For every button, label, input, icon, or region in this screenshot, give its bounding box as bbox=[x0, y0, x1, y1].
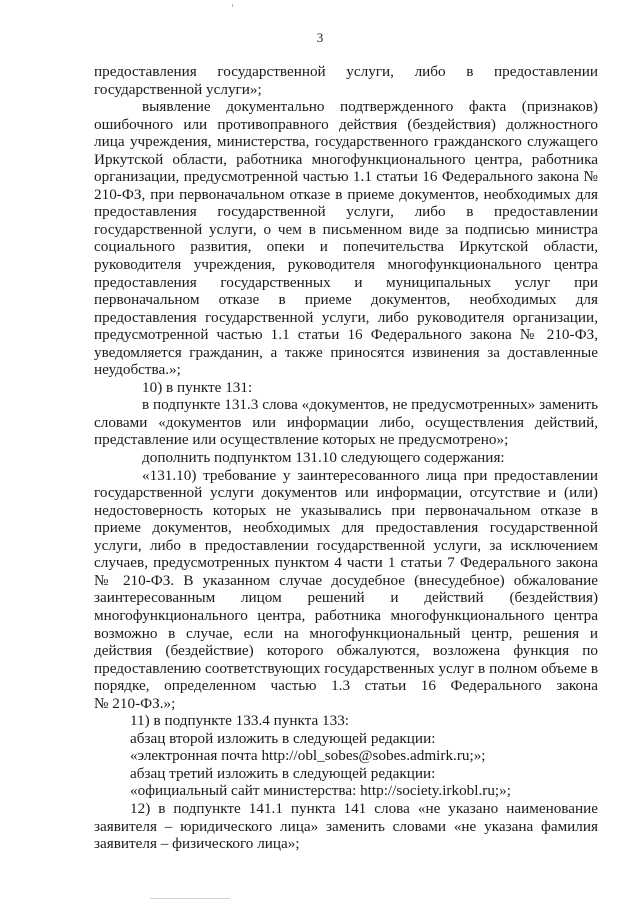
text-line: порядке, определенном частью 1.3 статьи 16 Федерального закона bbox=[94, 677, 598, 695]
text-line: услуги, либо в предоставлении государственной услуги, за исключением bbox=[94, 536, 598, 554]
text-line: предоставления государственной услуги, либо в предоставлении bbox=[94, 203, 598, 221]
text-line: заявителя – физического лица»; bbox=[94, 835, 300, 853]
text-line: 11) в подпункте 133.4 пункта 133: bbox=[130, 712, 350, 730]
text-line: предусмотренной частью 1.1 статьи 16 Федерального закона № 210-ФЗ, bbox=[94, 326, 598, 344]
text-line: абзац второй изложить в следующей редакции: bbox=[130, 729, 436, 747]
text-line: выявление документально подтвержденного факта (признаков) bbox=[142, 98, 598, 116]
text-line: действия (бездействие) которого обжалуются, возложена функция по bbox=[94, 642, 598, 660]
text-line: «официальный сайт министерства: http://society.irkobl.ru;»; bbox=[130, 782, 511, 800]
text-line: «131.10) требование у заинтересованного лица при предоставлении bbox=[142, 466, 598, 484]
text-line: ошибочного или противоправного действия (бездействия) должностного bbox=[94, 115, 598, 133]
text-line: неудобства.»; bbox=[94, 361, 181, 379]
document-body bbox=[94, 63, 598, 853]
text-line: 12) в подпункте 141.1 пункта 141 слова «не указано наименование bbox=[130, 799, 598, 817]
text-line: организации, предусмотренной частью 1.1 статьи 16 Федерального закона № bbox=[94, 168, 598, 186]
text-line: лица учреждения, министерства, государственного гражданского служащего bbox=[94, 133, 598, 151]
text-line: 210-ФЗ, при первоначальном отказе в приеме документов, необходимых для bbox=[94, 185, 598, 203]
text-line: недостоверность которых не указывались при первоначальном отказе в bbox=[94, 501, 598, 519]
text-line: дополнить подпунктом 131.10 следующего содержания: bbox=[142, 449, 505, 467]
text-line: возможно в случае, если на многофункциональный центр, решения и bbox=[94, 624, 598, 642]
text-line: заинтересованным лицом решений и действий (бездействия) bbox=[94, 589, 598, 607]
text-line: № 210-ФЗ. В указанном случае досудебное (внесудебное) обжалование bbox=[94, 571, 598, 589]
text-line: уведомляется гражданин, а также приносятся извинения за доставленные bbox=[94, 343, 598, 361]
text-line: 10) в пункте 131: bbox=[142, 378, 253, 396]
text-line: словами «документов или информации либо, осуществления действий, bbox=[94, 413, 598, 431]
text-line: предоставления государственной услуги, либо руководителя организации, bbox=[94, 308, 598, 326]
text-line: Иркутской области, работника многофункционального центра, работника bbox=[94, 150, 598, 168]
scan-artifact-bottom bbox=[150, 898, 230, 899]
page-number: 3 bbox=[316, 30, 324, 45]
scan-artifact-top bbox=[232, 4, 233, 7]
text-line: представление или осуществление которых не предусмотрено»; bbox=[94, 431, 509, 449]
text-line: приеме документов, необходимых для предоставления государственной bbox=[94, 519, 598, 537]
text-line: многофункционального центра, работника многофункционального центра bbox=[94, 606, 598, 624]
text-line: руководителя учреждения, руководителя многофункционального центра bbox=[94, 256, 598, 274]
text-line: предоставления государственной услуги, либо в предоставлении bbox=[94, 63, 598, 80]
text-line: «электронная почта http://obl_sobes@sobes.admirk.ru;»; bbox=[130, 747, 486, 765]
text-line: предоставлению соответствующих государственных услуг в полном объеме в bbox=[94, 659, 598, 677]
text-line: первоначальном отказе в приеме документов, необходимых для bbox=[94, 291, 598, 309]
text-line: № 210-ФЗ.»; bbox=[94, 694, 176, 712]
text-line: предоставления государственных и муниципальных услуг при bbox=[94, 273, 598, 291]
text-line: абзац третий изложить в следующей редакции: bbox=[130, 764, 436, 782]
text-line: в подпункте 131.3 слова «документов, не предусмотренных» заменить bbox=[142, 396, 598, 414]
text-line: случаев, предусмотренных пунктом 4 части 1 статьи 7 Федерального закона bbox=[94, 554, 598, 572]
text-line: государственной услуги»; bbox=[94, 80, 262, 98]
text-line: социального развития, опеки и попечительства Иркутской области, bbox=[94, 238, 598, 256]
text-line: государственной услуги, о чем в письменном виде за подписью министра bbox=[94, 220, 598, 238]
text-line: заявителя – юридического лица» заменить словами «не указана фамилия bbox=[94, 817, 598, 835]
text-line: государственной услуги документов или информации, отсутствие и (или) bbox=[94, 484, 598, 502]
